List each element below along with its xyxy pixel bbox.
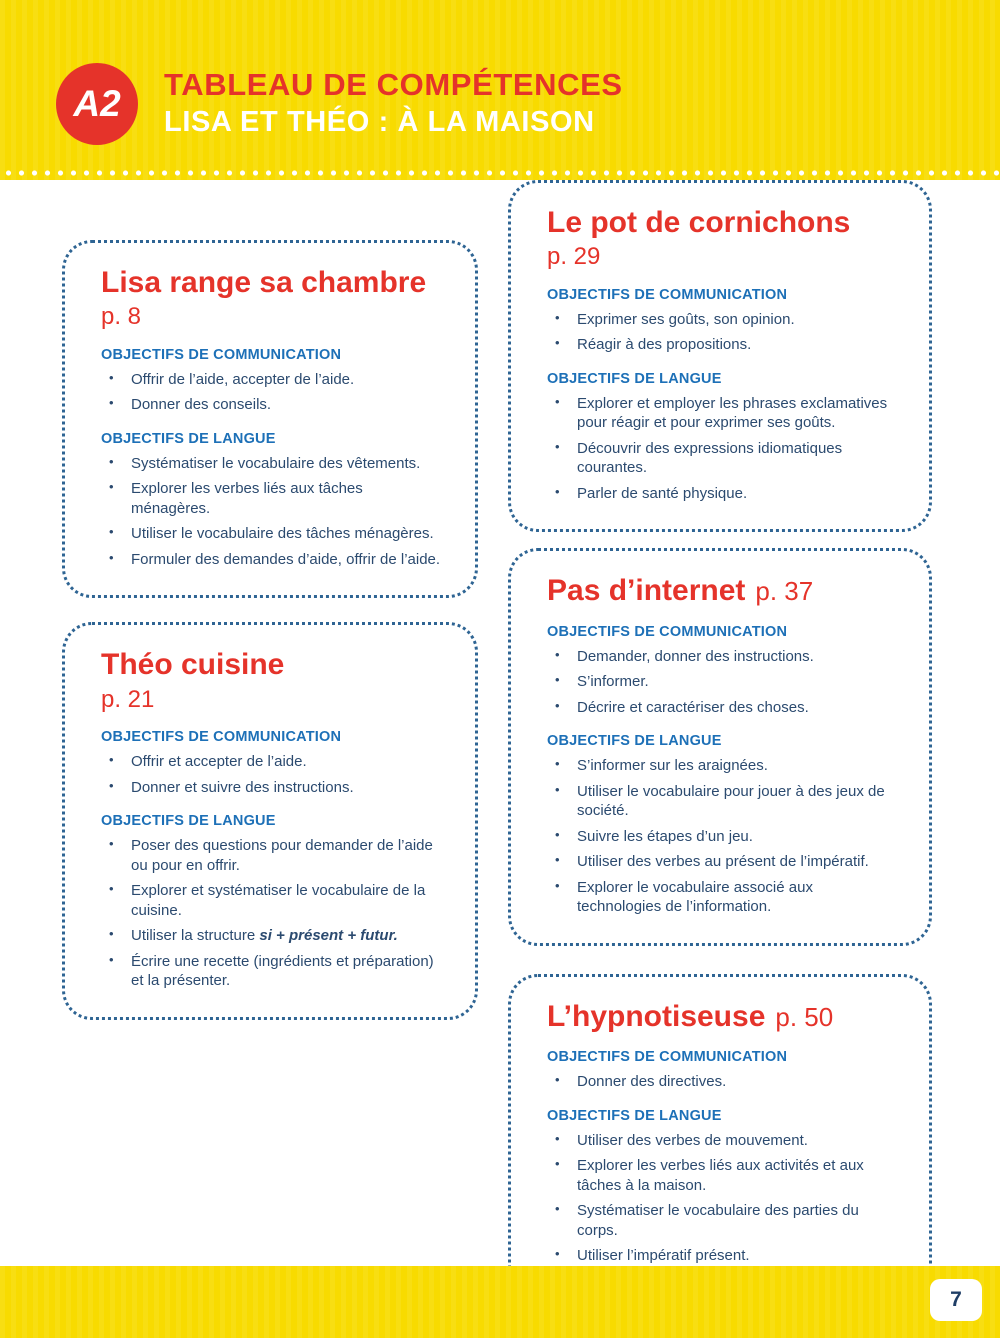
section-heading-communication: OBJECTIFS DE COMMUNICATION — [101, 729, 342, 746]
objective-text: S’informer. — [577, 673, 649, 691]
objective-item — [101, 836, 442, 875]
objective-text: Parler de santé physique. — [577, 484, 748, 502]
objectives-list-communication — [547, 647, 896, 718]
objective-item — [101, 752, 442, 772]
objectives-list-communication — [547, 1072, 896, 1092]
objective-item — [547, 672, 896, 692]
section-heading-langue: OBJECTIFS DE LANGUE — [101, 813, 276, 830]
objective-text: Donner et suivre des instructions. — [131, 778, 354, 796]
column-right — [508, 180, 932, 1295]
objective-text: Explorer le vocabulaire associé aux technologies de l’information. — [577, 878, 813, 916]
objective-text: Donner des conseils. — [131, 396, 272, 414]
objective-item — [101, 395, 442, 415]
objective-item — [547, 310, 896, 330]
objective-text: S’informer sur les araignées. — [577, 757, 768, 775]
section-heading-langue: OBJECTIFS DE LANGUE — [547, 370, 722, 387]
unit-title — [547, 575, 896, 607]
objective-text: Offrir et accepter de l’aide. — [131, 753, 307, 771]
objective-text: Systématiser le vocabulaire des parties du corps. — [577, 1202, 859, 1239]
unit-card-pas-dinternet — [508, 548, 932, 945]
section-heading-langue: OBJECTIFS DE LANGUE — [101, 430, 276, 447]
objective-text-emphasis: si + présent + futur. — [259, 927, 398, 945]
section-heading-communication: OBJECTIFS DE COMMUNICATION — [547, 623, 788, 640]
objectives-list-langue — [101, 454, 442, 570]
unit-title: Théo cuisine — [101, 648, 285, 682]
objective-item — [101, 454, 442, 474]
objectives-list-langue — [101, 836, 442, 991]
objective-text: Offrir de l’aide, accepter de l’aide. — [131, 370, 355, 388]
objective-text: Explorer les verbes liés aux activités et aux tâches à la maison. — [577, 1157, 864, 1194]
objective-text: Réagir à des propositions. — [577, 336, 752, 354]
objective-item — [101, 926, 442, 946]
column-left — [62, 180, 478, 1020]
objective-text: Utiliser le vocabulaire pour jouer à des jeux de société. — [577, 782, 885, 820]
objectives-list-langue — [547, 1131, 896, 1266]
objective-text: Utiliser des verbes au présent de l’impératif. — [577, 853, 869, 871]
objective-text: Explorer et systématiser le vocabulaire de la cuisine. — [131, 882, 426, 919]
objectives-list-communication — [547, 310, 896, 355]
objective-item — [547, 878, 896, 917]
objectives-list-communication — [101, 752, 442, 797]
objectives-list-langue — [547, 394, 896, 504]
objective-text: Écrire une recette (ingrédients et préparation) et la présenter. — [131, 952, 434, 990]
level-badge-label: A2 — [73, 83, 121, 124]
unit-card-lisa-range-sa-chambre — [62, 240, 478, 598]
objectives-list-communication — [101, 370, 442, 415]
page-number-badge — [930, 1279, 982, 1321]
objective-item — [547, 698, 896, 718]
objective-item — [547, 335, 896, 355]
objective-item — [101, 550, 442, 570]
objective-item — [547, 647, 896, 667]
unit-card-le-pot-de-cornichons — [508, 180, 932, 532]
objective-item — [547, 852, 896, 872]
objective-item — [547, 1131, 896, 1151]
section-heading-communication: OBJECTIFS DE COMMUNICATION — [547, 286, 788, 303]
dotted-separator — [0, 169, 1000, 177]
objective-text: Explorer et employer les phrases exclamatives pour réagir et pour exprimer ses goûts. — [577, 394, 888, 432]
objective-item — [547, 394, 896, 433]
header-text — [164, 68, 623, 139]
objective-item — [547, 782, 896, 821]
objective-text: Formuler des demandes d’aide, offrir de l’aide. — [131, 550, 441, 568]
objectives-list-langue — [547, 756, 896, 917]
objective-item — [547, 484, 896, 504]
unit-page-ref: p. 21 — [101, 685, 155, 713]
objective-text: Utiliser le vocabulaire des tâches ménagères. — [131, 525, 434, 543]
unit-page-ref: p. 37 — [755, 576, 814, 607]
objective-item — [547, 827, 896, 847]
unit-card-theo-cuisine — [62, 622, 478, 1019]
objective-item — [547, 756, 896, 776]
section-heading-communication: OBJECTIFS DE COMMUNICATION — [101, 346, 342, 363]
objective-item — [101, 778, 442, 798]
objective-item — [101, 952, 442, 991]
objective-text: Poser des questions pour demander de l’aide ou pour en offrir. — [131, 837, 433, 874]
objective-item — [547, 1072, 896, 1092]
objective-item — [101, 370, 442, 390]
section-heading-langue: OBJECTIFS DE LANGUE — [547, 1107, 722, 1124]
objective-item — [101, 524, 442, 544]
footer — [0, 1266, 1000, 1338]
objective-text: Utiliser l’impératif présent. — [577, 1247, 750, 1265]
section-heading-langue: OBJECTIFS DE LANGUE — [547, 733, 722, 750]
objective-item — [101, 881, 442, 920]
unit-title — [547, 1001, 896, 1033]
objective-item — [547, 1201, 896, 1240]
level-badge — [56, 63, 138, 145]
objective-text: Exprimer ses goûts, son opinion. — [577, 310, 795, 328]
unit-page-ref: p. 8 — [101, 303, 142, 331]
objective-item — [547, 1156, 896, 1195]
unit-page-ref: p. 29 — [547, 243, 601, 271]
objective-text: Découvrir des expressions idiomatiques courantes. — [577, 439, 843, 477]
objective-text: Utiliser la structure — [131, 927, 260, 945]
unit-page-ref: p. 50 — [775, 1001, 834, 1032]
section-heading-communication: OBJECTIFS DE COMMUNICATION — [547, 1049, 788, 1066]
page-number: 7 — [950, 1288, 962, 1311]
objective-item — [547, 439, 896, 478]
objective-text: Demander, donner des instructions. — [577, 647, 814, 665]
unit-card-lhypnotiseuse — [508, 974, 932, 1295]
objective-text: Explorer les verbes liés aux tâches ménagères. — [131, 480, 363, 517]
header — [0, 0, 1000, 180]
objective-text: Décrire et caractériser des choses. — [577, 698, 809, 716]
page-subtitle: LISA ET THÉO : À LA MAISON — [164, 106, 595, 139]
objective-text: Systématiser le vocabulaire des vêtements. — [131, 454, 421, 472]
page-title: TABLEAU DE COMPÉTENCES — [164, 67, 623, 102]
objective-item — [101, 479, 442, 518]
objective-item — [547, 1246, 896, 1266]
unit-title: Lisa range sa chambre — [101, 266, 427, 299]
objective-text: Utiliser des verbes de mouvement. — [577, 1131, 808, 1149]
unit-title-text: Pas d’internet — [547, 574, 746, 608]
objective-text: Donner des directives. — [577, 1073, 727, 1091]
unit-title: Le pot de cornichons — [547, 206, 851, 239]
unit-title-text: L’hypnotiseuse — [547, 999, 766, 1033]
objective-text: Suivre les étapes d’un jeu. — [577, 827, 753, 845]
content — [0, 180, 1000, 1266]
